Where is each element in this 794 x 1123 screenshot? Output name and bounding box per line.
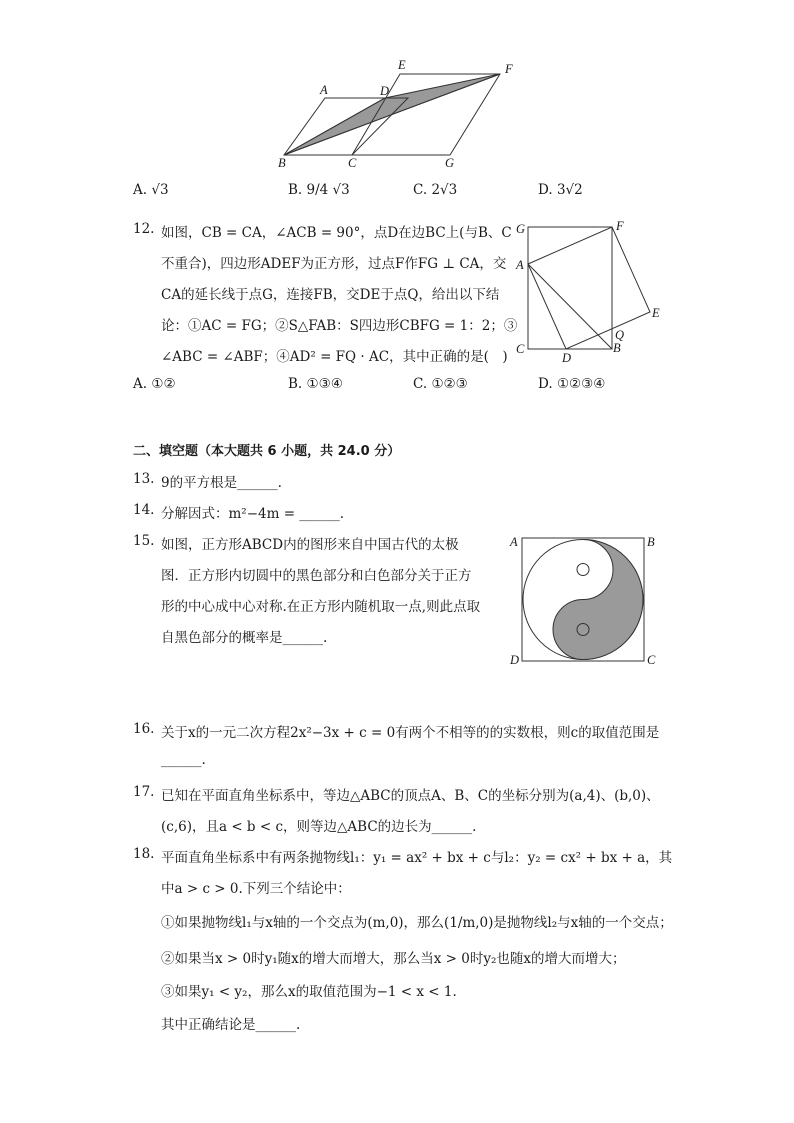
q12-option-d[interactable]: D. ①②③④ (538, 376, 606, 392)
q12-number: 12. (133, 221, 155, 237)
q18-line-3: ①如果抛物线l₁与x轴的一个交点为(m,0)，那么(1/m,0)是抛物线l₂与x轴的一个交点； (161, 915, 673, 931)
q15-line-1: 如图，正方形ABCD内的图形来自中国古代的太极 (161, 537, 459, 553)
q16-number: 16. (133, 721, 155, 737)
label-c: C (647, 653, 656, 667)
segment-ab (528, 264, 612, 349)
label-e: E (398, 58, 406, 72)
label-d: D (510, 653, 520, 667)
label-c: C (348, 156, 357, 170)
q12-line-5: ∠ABC = ∠ABF；④AD² = FQ · AC，其中正确的是( ) (161, 349, 508, 365)
q17-line-1: 已知在平面直角坐标系中，等边△ABC的顶点A、B、C的坐标分别为(a,4)、(b,0)、 (161, 788, 660, 804)
q17-number: 17. (133, 784, 155, 800)
q18-line-5: ③如果y₁ < y₂，那么x的取值范围为−1 < x < 1. (161, 984, 457, 1000)
square-adef (528, 227, 650, 349)
q11-option-d[interactable]: D. 3√2 (538, 182, 583, 198)
label-g: G (516, 222, 526, 236)
label-q: Q (615, 328, 625, 342)
q12-option-b[interactable]: B. ①③④ (288, 376, 343, 392)
label-d: D (380, 84, 390, 98)
q13-number: 13. (133, 471, 155, 487)
label-b: B (647, 535, 655, 549)
q15-taiji-figure (505, 533, 665, 673)
q18-line-6: 其中正确结论是______. (161, 1017, 301, 1033)
section-title: 二、填空题（本大题共 6 小题，共 24.0 分） (133, 444, 401, 459)
q17-line-2: (c,6)，且a < b < c，则等边△ABC的边长为______. (161, 819, 477, 835)
q18-number: 18. (133, 846, 155, 862)
white-dot (577, 564, 589, 576)
q12-line-1: 如图，CB = CA，∠ACB = 90°，点D在边BC上(与B、C (161, 225, 512, 241)
label-f: F (616, 219, 624, 233)
label-d: D (562, 351, 572, 365)
q12-line-4: 论：①AC = FG；②S△FAB：S四边形CBFG = 1：2；③ (161, 318, 518, 334)
q12-figure (512, 215, 672, 365)
q12-option-a[interactable]: A. ①② (133, 376, 176, 392)
label-a: A (510, 535, 518, 549)
q18-line-2: 中a > c > 0.下列三个结论中： (161, 881, 351, 897)
q12-line-3: CA的延长线于点G，连接FB，交DE于点Q，给出以下结 (161, 287, 500, 303)
q15-number: 15. (133, 533, 155, 549)
q18-line-1: 平面直角坐标系中有两条抛物线l₁：y₁ = ax² + bx + c与l₂：y₂ = cx² + bx + a，其 (161, 850, 673, 866)
q18-line-4: ②如果当x > 0时y₁随x的增大而增大，那么当x > 0时y₂也随x的增大而增大； (161, 951, 626, 967)
q15-line-3: 形的中心成中心对称.在正方形内随机取一点,则此点取 (161, 599, 481, 615)
q15-line-4: 自黑色部分的概率是______. (161, 630, 328, 646)
q15-line-2: 图．正方形内切圆中的黑色部分和白色部分关于正方 (161, 568, 472, 584)
label-a: A (516, 258, 524, 272)
q11-figure (270, 55, 530, 175)
segment-bd (284, 98, 385, 155)
q11-option-a[interactable]: A. √3 (133, 182, 169, 198)
label-b: B (613, 341, 621, 355)
q16-line-2: ______. (161, 752, 206, 768)
q13-text: 9的平方根是______. (161, 475, 282, 491)
label-c: C (516, 342, 525, 356)
label-g: G (445, 156, 455, 170)
gray-dot (577, 624, 589, 636)
q16-line-1: 关于x的一元二次方程2x²−3x + c = 0有两个不相等的的实数根，则c的取值范围是 (161, 725, 660, 741)
q12-option-c[interactable]: C. ①②③ (413, 376, 468, 392)
q11-option-b[interactable]: B. 9/4 √3 (288, 182, 350, 198)
label-e: E (652, 306, 660, 320)
q11-option-c[interactable]: C. 2√3 (413, 182, 458, 198)
q12-line-2: 不重合)，四边形ADEF为正方形，过点F作FG ⊥ CA，交 (161, 256, 507, 272)
q14-text: 分解因式：m²−4m = ______. (161, 506, 345, 522)
q14-number: 14. (133, 502, 155, 518)
label-a: A (320, 83, 328, 97)
label-f: F (505, 62, 513, 76)
segment-bf (284, 74, 500, 155)
label-b: B (278, 156, 286, 170)
